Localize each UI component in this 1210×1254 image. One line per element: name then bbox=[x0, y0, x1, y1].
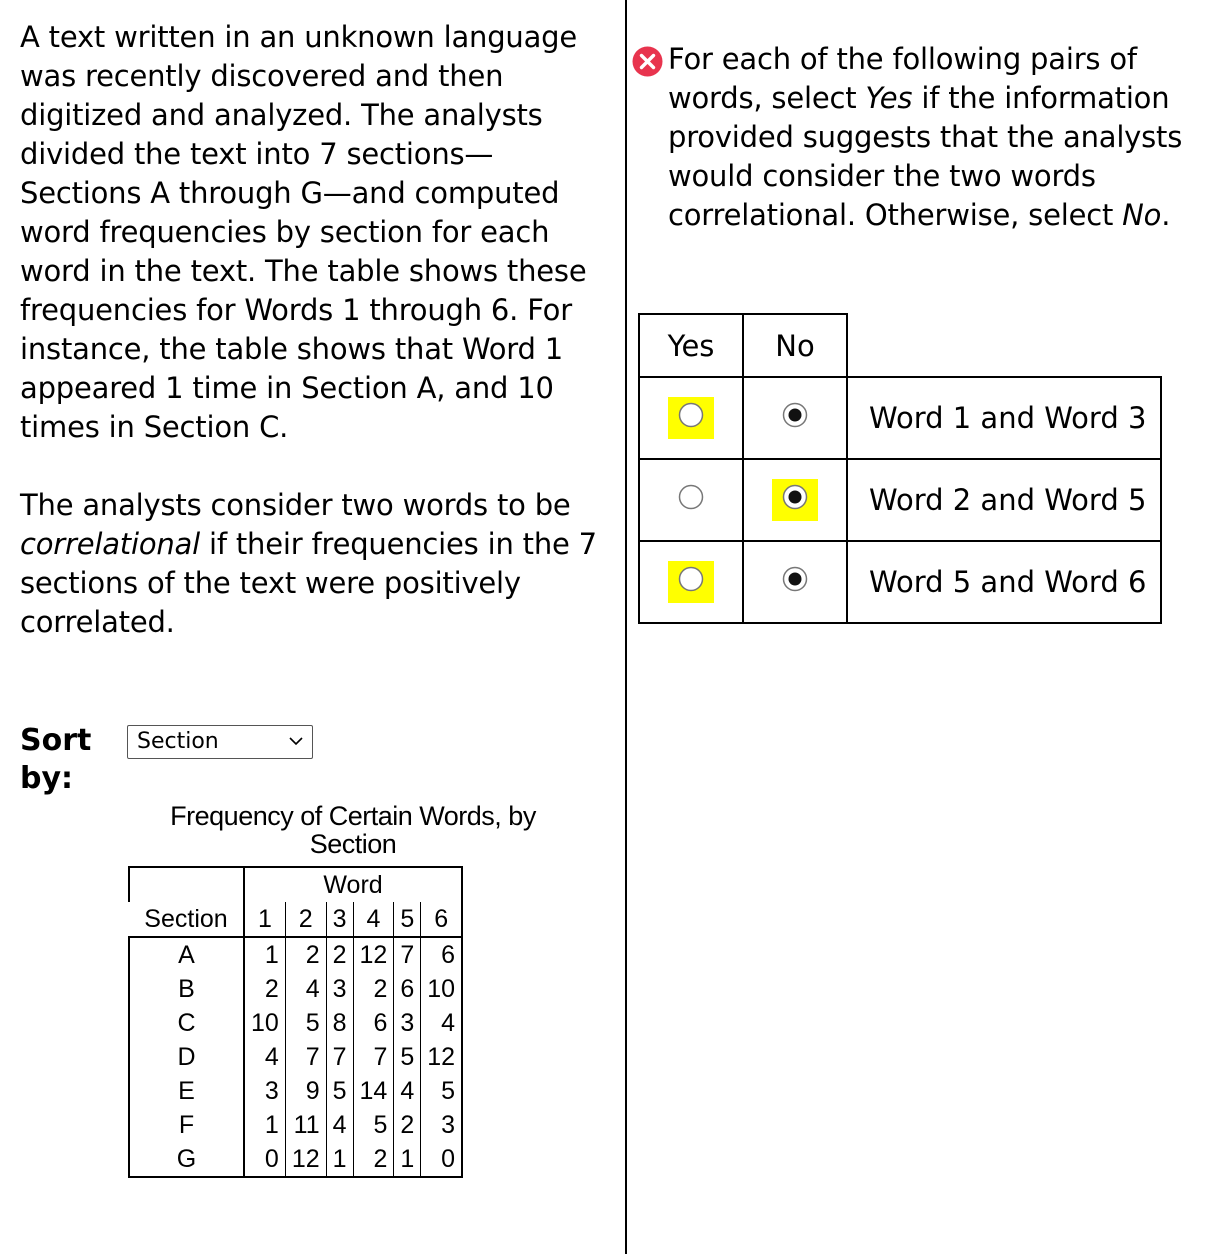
no-cell bbox=[743, 377, 847, 459]
table-cell: 10 bbox=[244, 1006, 285, 1040]
question-prompt bbox=[668, 40, 1188, 235]
table-cell: 6 bbox=[353, 1006, 394, 1040]
table-cell: 4 bbox=[394, 1074, 421, 1108]
frequency-table bbox=[128, 866, 463, 1178]
table-cell: 2 bbox=[353, 972, 394, 1006]
yes-cell bbox=[639, 541, 743, 623]
section-label: F bbox=[129, 1108, 244, 1142]
passage-panel bbox=[20, 18, 600, 642]
table-cell: 9 bbox=[285, 1074, 326, 1108]
yes-cell bbox=[639, 377, 743, 459]
passage-paragraph-2 bbox=[20, 486, 600, 642]
word-column-header: 6 bbox=[421, 902, 462, 937]
table-cell: 11 bbox=[285, 1108, 326, 1142]
table-row bbox=[129, 972, 462, 1006]
section-label: G bbox=[129, 1142, 244, 1177]
table-row bbox=[129, 1006, 462, 1040]
table-cell: 4 bbox=[244, 1040, 285, 1074]
section-label: C bbox=[129, 1006, 244, 1040]
table-cell: 7 bbox=[353, 1040, 394, 1074]
table-cell: 6 bbox=[394, 972, 421, 1006]
answer-row bbox=[639, 541, 1161, 623]
table-row bbox=[129, 1040, 462, 1074]
table-cell: 12 bbox=[421, 1040, 462, 1074]
table-cell: 4 bbox=[285, 972, 326, 1006]
answer-row bbox=[639, 459, 1161, 541]
word-group-header: Word bbox=[244, 867, 462, 902]
prompt-text: For each of the following pairs of words, select bbox=[668, 42, 1137, 115]
chevron-down-icon bbox=[288, 726, 304, 768]
table-cell: 7 bbox=[394, 937, 421, 972]
table-cell: 5 bbox=[394, 1040, 421, 1074]
radio-yes[interactable] bbox=[668, 561, 714, 603]
section-label: D bbox=[129, 1040, 244, 1074]
table-cell: 1 bbox=[244, 937, 285, 972]
passage-text: The analysts consider two words to be bbox=[20, 488, 571, 522]
table-cell: 7 bbox=[285, 1040, 326, 1074]
table-cell: 5 bbox=[421, 1074, 462, 1108]
table-row bbox=[129, 937, 462, 972]
table-cell: 7 bbox=[326, 1040, 353, 1074]
table-cell: 2 bbox=[244, 972, 285, 1006]
table-cell: 3 bbox=[394, 1006, 421, 1040]
no-term: No bbox=[1122, 198, 1162, 232]
sort-selected-value: Section bbox=[137, 729, 219, 754]
table-cell: 3 bbox=[244, 1074, 285, 1108]
no-column-header: No bbox=[743, 314, 847, 377]
passage-text: if their frequencies in the 7 sections of the text were positively correlated. bbox=[20, 527, 597, 639]
table-cell: 8 bbox=[326, 1006, 353, 1040]
table-cell: 0 bbox=[421, 1142, 462, 1177]
table-corner bbox=[129, 867, 244, 902]
prompt-text: . bbox=[1161, 198, 1171, 232]
yes-column-header: Yes bbox=[639, 314, 743, 377]
table-cell: 14 bbox=[353, 1074, 394, 1108]
answer-row bbox=[639, 377, 1161, 459]
yes-cell bbox=[639, 459, 743, 541]
radio-yes[interactable] bbox=[668, 397, 714, 439]
section-label: E bbox=[129, 1074, 244, 1108]
table-cell: 4 bbox=[326, 1108, 353, 1142]
no-cell bbox=[743, 459, 847, 541]
word-column-header: 2 bbox=[285, 902, 326, 937]
radio-yes[interactable] bbox=[668, 479, 714, 521]
table-cell: 5 bbox=[326, 1074, 353, 1108]
radio-no[interactable] bbox=[772, 397, 818, 439]
header-spacer bbox=[847, 314, 1161, 377]
table-cell: 3 bbox=[421, 1108, 462, 1142]
table-cell: 2 bbox=[326, 937, 353, 972]
yes-term: Yes bbox=[865, 81, 913, 115]
table-cell: 1 bbox=[394, 1142, 421, 1177]
incorrect-x-icon bbox=[632, 46, 663, 77]
radio-no[interactable] bbox=[772, 479, 818, 521]
radio-no[interactable] bbox=[772, 561, 818, 603]
table-row bbox=[129, 1142, 462, 1177]
prompt-text: if the information provided suggests that the analysts would consider the two words correlational. Otherwise, select bbox=[668, 81, 1183, 232]
section-label: B bbox=[129, 972, 244, 1006]
passage-paragraph-1: A text written in an unknown language was recently discovered and then digitized and analyzed. The analysts divided the text into 7 sections— Sections A through G—and computed word frequencies by section for each word in the text. The table shows these frequencies for Words 1 through 6. For instance, the table shows that Word 1 appeared 1 time in Section A, and 10 times in Section C. bbox=[20, 20, 587, 444]
sort-label: Sort by: bbox=[20, 723, 92, 796]
word-pair-label: Word 1 and Word 3 bbox=[847, 377, 1161, 459]
word-column-header: 5 bbox=[394, 902, 421, 937]
table-cell: 1 bbox=[326, 1142, 353, 1177]
table-cell: 1 bbox=[244, 1108, 285, 1142]
table-cell: 10 bbox=[421, 972, 462, 1006]
table-cell: 4 bbox=[421, 1006, 462, 1040]
table-cell: 12 bbox=[353, 937, 394, 972]
table-cell: 5 bbox=[353, 1108, 394, 1142]
correlational-term: correlational bbox=[20, 527, 200, 561]
answer-table bbox=[638, 313, 1162, 624]
word-pair-label: Word 2 and Word 5 bbox=[847, 459, 1161, 541]
section-label: A bbox=[129, 937, 244, 972]
table-cell: 2 bbox=[394, 1108, 421, 1142]
table-cell: 0 bbox=[244, 1142, 285, 1177]
word-pair-label: Word 5 and Word 6 bbox=[847, 541, 1161, 623]
table-cell: 5 bbox=[285, 1006, 326, 1040]
table-cell: 6 bbox=[421, 937, 462, 972]
table-cell: 3 bbox=[326, 972, 353, 1006]
table-cell: 12 bbox=[285, 1142, 326, 1177]
word-column-header: 4 bbox=[353, 902, 394, 937]
word-column-header: 1 bbox=[244, 902, 285, 937]
panel-divider bbox=[625, 0, 627, 1254]
section-column-header: Section bbox=[129, 902, 244, 937]
word-column-header: 3 bbox=[326, 902, 353, 937]
table-row bbox=[129, 1108, 462, 1142]
table-cell: 2 bbox=[353, 1142, 394, 1177]
sort-select[interactable] bbox=[127, 725, 313, 759]
no-cell bbox=[743, 541, 847, 623]
table-cell: 2 bbox=[285, 937, 326, 972]
table-row bbox=[129, 1074, 462, 1108]
table-title: Frequency of Certain Words, by Section bbox=[170, 801, 536, 859]
